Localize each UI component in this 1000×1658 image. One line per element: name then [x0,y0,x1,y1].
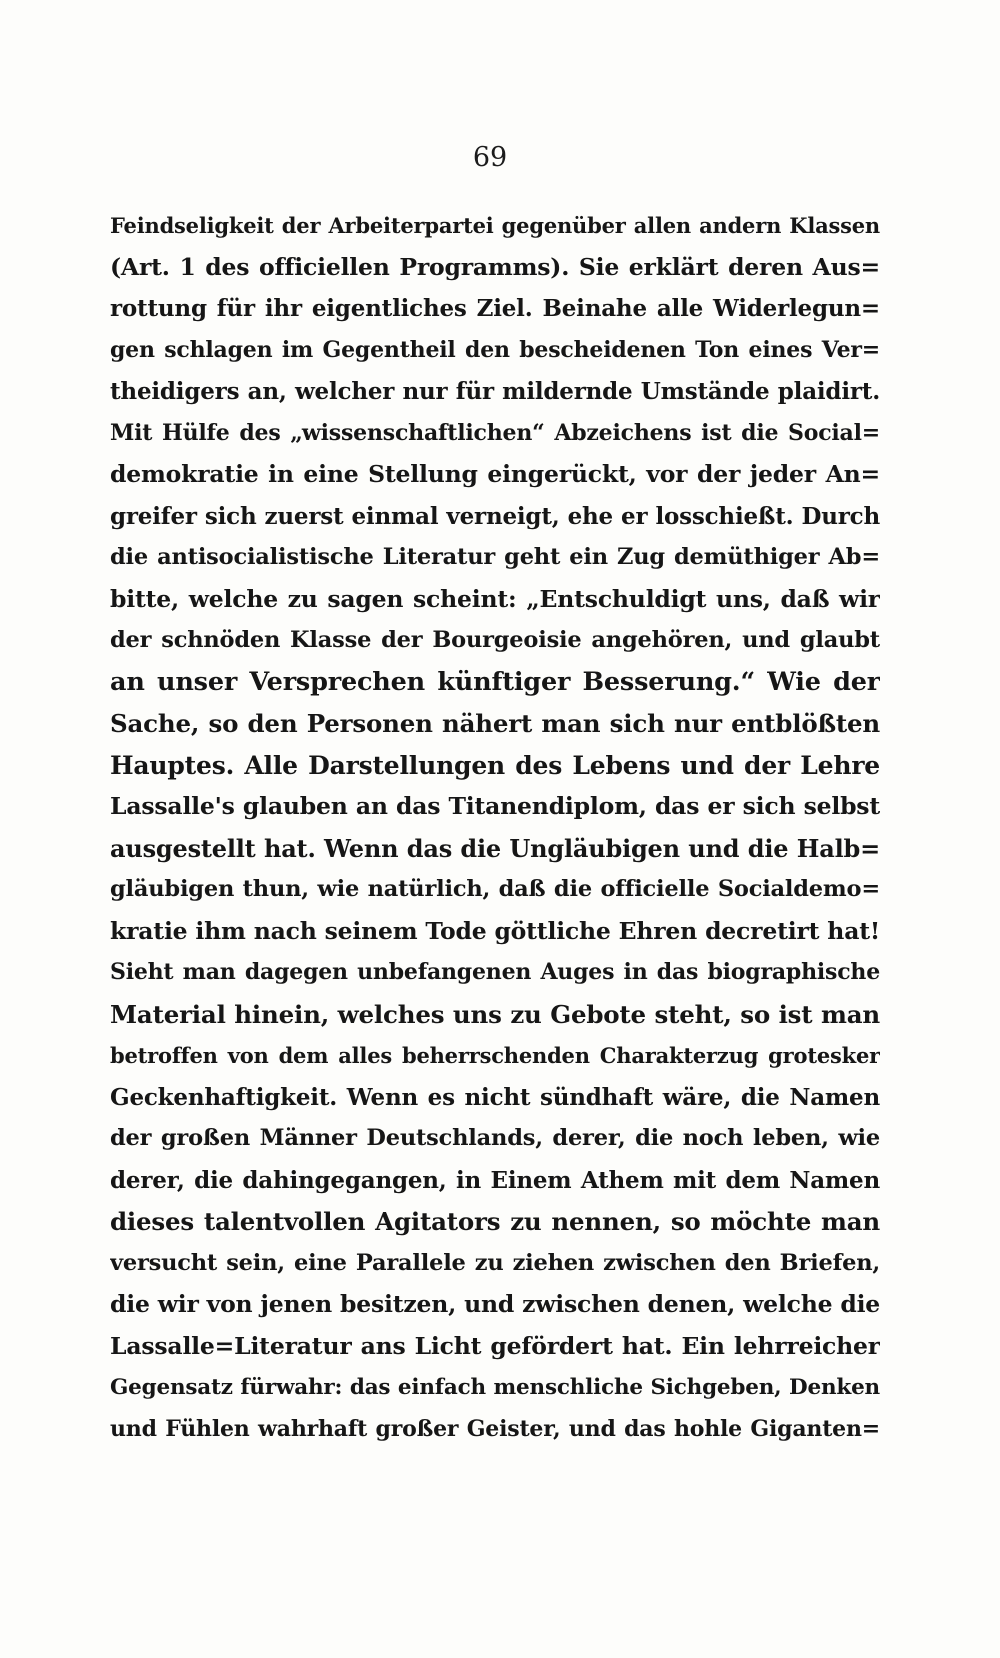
text-line: theidigers an, welcher nur für mildernde Umstände plaidirt. [110,378,880,405]
text-line: versucht sein, eine Parallele zu ziehen zwischen den Briefen, [110,1249,880,1276]
text-line: bitte, welche zu sagen scheint: „Entschuldigt uns, daß wir [110,584,880,613]
text-line: Feindseligkeit der Arbeiterpartei gegenüber allen andern Klassen [110,213,880,238]
text-line: Geckenhaftigkeit. Wenn es nicht sündhaft wäre, die Namen [110,1083,880,1111]
text-line: die wir von jenen besitzen, und zwischen denen, welche die [110,1290,880,1318]
text-line: Material hinein, welches uns zu Gebote steht, so ist man [110,999,880,1029]
text-line: greifer sich zuerst einmal verneigt, ehe er losschießt. Durch [110,502,880,530]
body-text [110,205,880,1450]
text-line: der schnöden Klasse der Bourgeoisie angehören, und glaubt [110,627,880,653]
text-line: Sache, so den Personen nähert man sich nur entblößten [110,709,880,738]
text-line: Sieht man dagegen unbefangenen Auges in das biographische [110,959,880,985]
text-line: ausgestellt hat. Wenn das die Ungläubigen und die Halb= [110,833,880,863]
text-line: an unser Versprechen künftiger Besserung.“ Wie der [110,666,880,697]
text-line: Lassalle's glauben an das Titanendiplom, das er sich selbst [110,792,880,820]
text-line: demokratie in eine Stellung eingerückt, vor der jeder An= [110,460,880,488]
text-line: rottung für ihr eigentliches Ziel. Beinahe alle Widerlegun= [110,295,880,322]
text-line: Hauptes. Alle Darstellungen des Lebens und der Lehre [110,750,880,780]
text-line: Mit Hülfe des „wissenschaftlichen“ Abzeichens ist die Social= [110,419,880,446]
text-line: derer, die dahingegangen, in Einem Athem mit dem Namen [110,1166,880,1194]
text-line: (Art. 1 des officiellen Programms). Sie erklärt deren Aus= [110,252,880,281]
text-line: Lassalle=Literatur ans Licht gefördert hat. Ein lehrreicher [110,1331,880,1360]
text-line: Gegensatz fürwahr: das einfach menschliche Sichgeben, Denken [110,1375,880,1400]
page-number: 69 [472,142,508,173]
text-line: betroffen von dem alles beherrschenden Charakterzug grotesker [110,1043,880,1068]
text-line: gläubigen thun, wie natürlich, daß die officielle Socialdemo= [110,876,880,902]
text-line: dieses talentvollen Agitators zu nennen, so möchte man [110,1207,880,1236]
text-line: und Fühlen wahrhaft großer Geister, und das hohle Giganten= [110,1415,880,1442]
text-line: gen schlagen im Gegentheil den bescheidenen Ton eines Ver= [110,336,880,363]
text-line: der großen Männer Deutschlands, derer, die noch leben, wie [110,1125,880,1151]
text-line: kratie ihm nach seinem Tode göttliche Ehren decretirt hat! [110,916,880,945]
text-line: die antisocialistische Literatur geht ein Zug demüthiger Ab= [110,544,880,570]
